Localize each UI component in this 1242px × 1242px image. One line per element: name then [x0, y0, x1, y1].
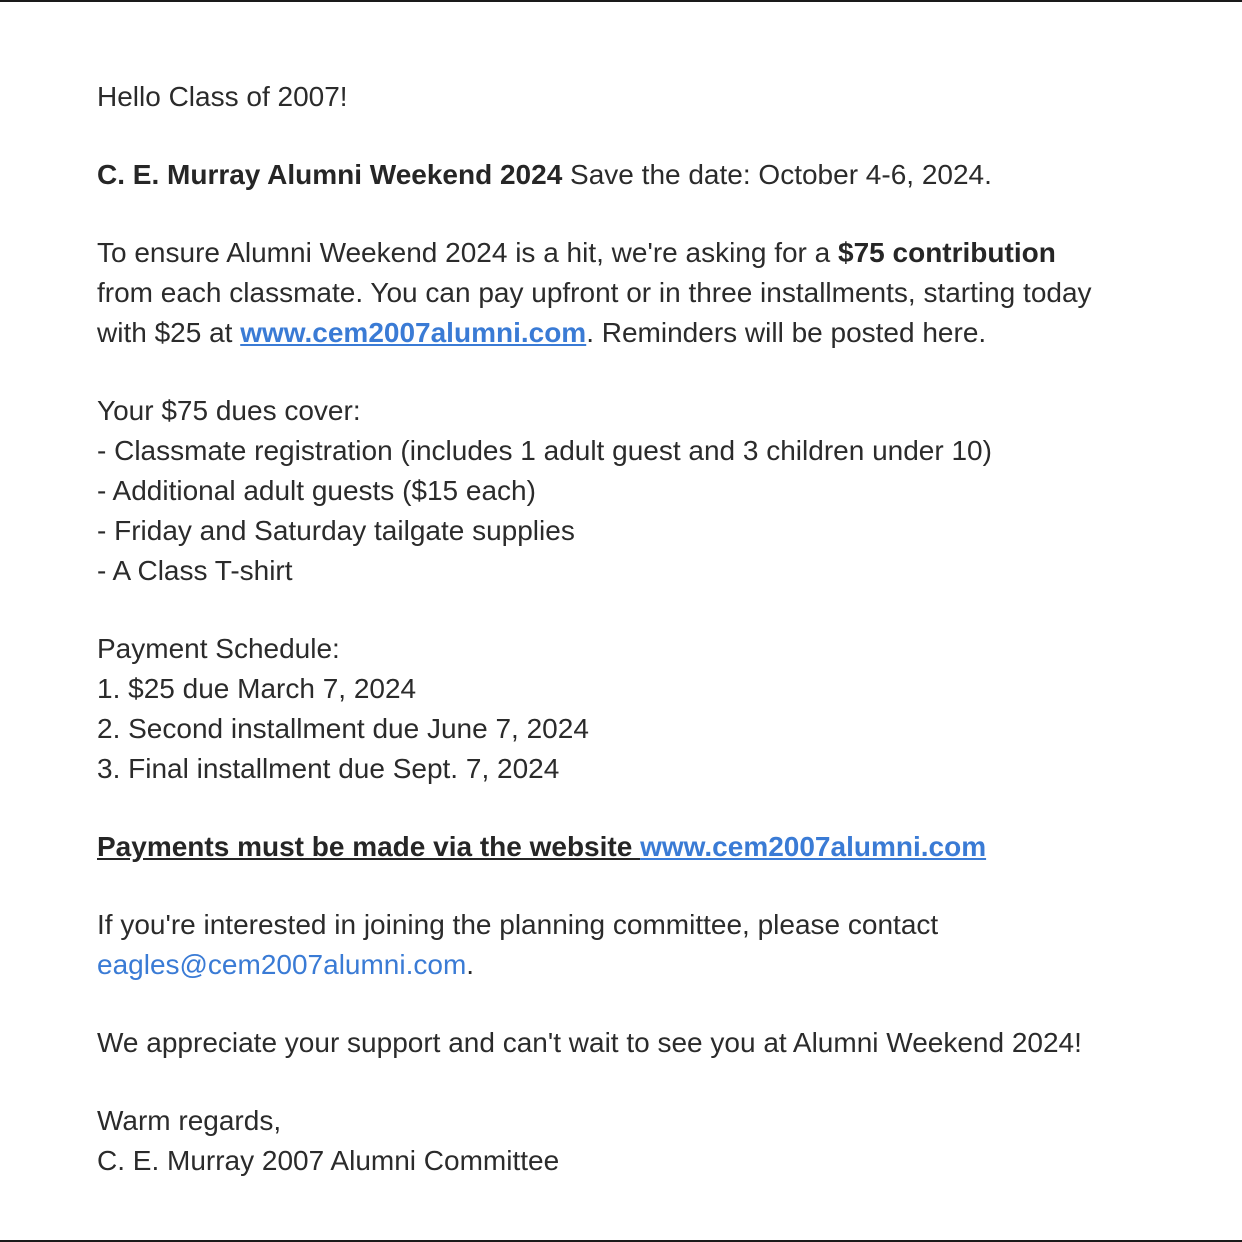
schedule-heading: Payment Schedule: [97, 633, 340, 664]
schedule-item: 3. Final installment due Sept. 7, 2024 [97, 753, 560, 784]
intro-line-3 [97, 313, 1197, 353]
intro-paragraph [97, 233, 1197, 353]
greeting: Hello Class of 2007! [97, 81, 348, 112]
closing-paragraph [97, 1023, 1197, 1063]
committee-paragraph [97, 905, 1197, 985]
committee-line-2 [97, 945, 1197, 985]
signoff-committee: C. E. Murray 2007 Alumni Committee [97, 1145, 560, 1176]
contribution-amount: $75 contribution [838, 237, 1056, 268]
intro-text: To ensure Alumni Weekend 2024 is a hit, we're asking for a [97, 237, 839, 268]
save-the-date: Save the date: October 4-6, 2024. [562, 159, 992, 190]
greeting-paragraph [97, 77, 1197, 117]
dues-item: - Additional adult guests ($15 each) [97, 475, 536, 506]
intro-line-1 [97, 233, 1197, 273]
dues-item: - A Class T-shirt [97, 555, 293, 586]
schedule-item: 1. $25 due March 7, 2024 [97, 673, 417, 704]
payment-notice-paragraph [97, 827, 1197, 867]
committee-email-link[interactable]: eagles@cem2007alumni.com [97, 949, 467, 980]
event-name: C. E. Murray Alumni Weekend 2024 [97, 159, 563, 190]
payment-notice [97, 827, 1197, 867]
payment-notice-text: Payments must be made via the website [97, 831, 641, 862]
intro-text: with $25 at [97, 317, 241, 348]
signoff-regards: Warm regards, [97, 1105, 282, 1136]
dues-heading: Your $75 dues cover: [97, 395, 361, 426]
closing-line: We appreciate your support and can't wait to see you at Alumni Weekend 2024! [97, 1027, 1082, 1058]
dues-item: - Classmate registration (includes 1 adult guest and 3 children under 10) [97, 435, 992, 466]
dues-paragraph [97, 391, 1197, 591]
intro-line-2: from each classmate. You can pay upfront or in three installments, starting today [97, 277, 1092, 308]
schedule-item: 2. Second installment due June 7, 2024 [97, 713, 589, 744]
event-line [97, 155, 1197, 195]
intro-text: . Reminders will be posted here. [586, 317, 987, 348]
committee-period: . [466, 949, 475, 980]
message-body [97, 77, 1197, 1219]
schedule-paragraph [97, 629, 1197, 789]
signoff-paragraph [97, 1101, 1197, 1181]
payment-website-link[interactable]: www.cem2007alumni.com [640, 831, 987, 862]
committee-line-1: If you're interested in joining the planning committee, please contact [97, 909, 939, 940]
event-paragraph [97, 155, 1197, 195]
website-link[interactable]: www.cem2007alumni.com [240, 317, 587, 348]
dues-item: - Friday and Saturday tailgate supplies [97, 515, 575, 546]
